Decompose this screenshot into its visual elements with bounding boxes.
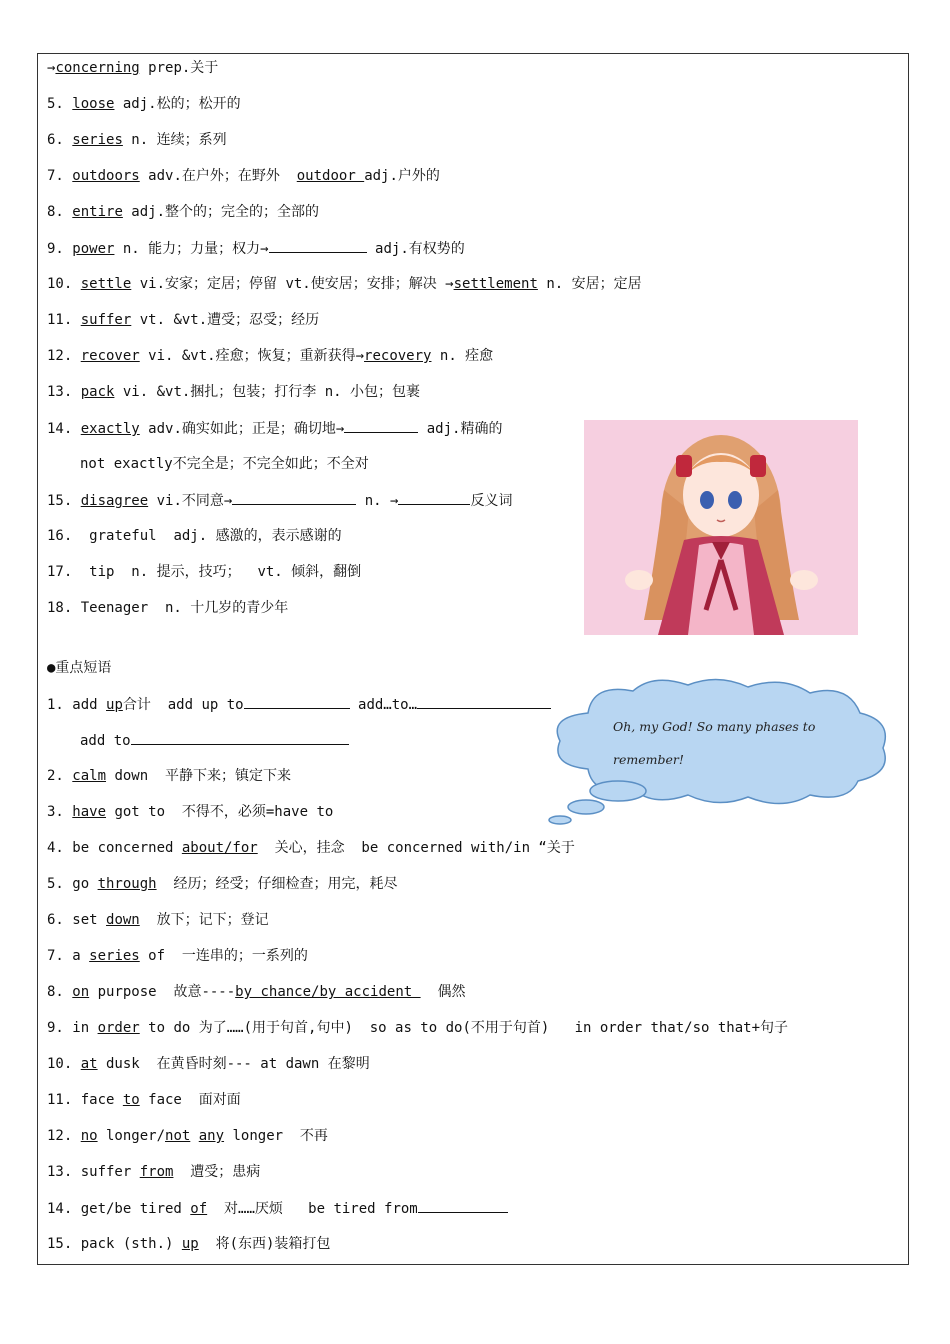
phrase-line-at-dusk: 10. at dusk 在黄昏时刻--- at dawn 在黎明 [47,1056,370,1072]
vocab-line-recover: 12. recover vi. &vt.痊愈；恢复；重新获得→recovery n. 痊愈 [47,348,494,364]
phrase-line-no-longer: 12. no longer/not any longer 不再 [47,1128,328,1144]
vocab-line-disagree: 15. disagree vi.不同意→ n. → 反义词 [47,490,512,511]
vocab-line-settle: 10. settle vi.安家；定居；停留 vt.使安居；安排；解决 →settlement n. 安居；定居 [47,276,642,292]
page-frame [37,53,909,1265]
phrases-heading: ●重点短语 [47,660,112,676]
phrase-line-go-through: 5. go through 经历；经受；仔细检查；用完，耗尽 [47,876,398,892]
fill-blank[interactable] [418,1198,508,1213]
fill-blank[interactable] [244,694,350,709]
phrase-line-add-up: 1. add up合计 add up to add…to… [47,694,551,715]
anime-girl-illustration [584,420,858,635]
fill-blank[interactable] [398,490,470,505]
thought-cloud-text: Oh, my God! So many phases to remember! [613,719,816,767]
vocab-line-not-exactly: not exactly不完全是；不完全如此；不全对 [80,456,369,472]
phrase-line-add-to: add to [80,730,349,751]
fill-blank[interactable] [417,694,551,709]
vocab-line-exactly: 14. exactly adv.确实如此；正是；确切地→ adj.精确的 [47,418,502,439]
phrase-line-tired-of: 14. get/be tired of 对……厌烦 be tired from [47,1198,508,1219]
fill-blank[interactable] [344,418,418,433]
phrase-line-be-concerned: 4. be concerned about/for 关心，挂念 be concerned with/in “关于 [47,840,575,856]
phrase-line-in-order-to: 9. in order to do 为了……(用于句首,句中) so as to do(不用于句首) in order that/so that+句子 [47,1020,789,1036]
vocab-line-teenager: 18. Teenager n. 十几岁的青少年 [47,600,289,616]
vocab-line-pack: 13. pack vi. &vt.捆扎；包装；打行李 n. 小包；包裹 [47,384,421,400]
vocab-line-loose: 5. loose adj.松的；松开的 [47,96,241,112]
vocab-line-grateful: 16. grateful adj. 感激的，表示感谢的 [47,528,342,544]
vocab-line-power: 9. power n. 能力；力量；权力→ adj.有权势的 [47,238,465,259]
phrase-line-have-got-to: 3. have got to 不得不，必须=have to [47,804,334,820]
vocab-line-tip: 17. tip n. 提示，技巧； vt. 倾斜，翻倒 [47,564,362,580]
phrase-line-a-series-of: 7. a series of 一连串的；一系列的 [47,948,308,964]
fill-blank[interactable] [269,238,367,253]
fill-blank[interactable] [232,490,356,505]
vocab-line-entire: 8. entire adj.整个的；完全的；全部的 [47,204,320,220]
phrase-line-face-to-face: 11. face to face 面对面 [47,1092,241,1108]
phrase-line-suffer-from: 13. suffer from 遭受；患病 [47,1164,261,1180]
vocab-line-concerning: →concerning prep.关于 [47,60,219,76]
phrase-line-set-down: 6. set down 放下；记下；登记 [47,912,269,928]
vocab-line-outdoors: 7. outdoors adv.在户外；在野外 outdoor adj.户外的 [47,168,440,184]
phrase-line-calm-down: 2. calm down 平静下来；镇定下来 [47,768,292,784]
vocab-line-suffer: 11. suffer vt. &vt.遭受；忍受；经历 [47,312,320,328]
fill-blank[interactable] [131,730,349,745]
phrase-line-on-purpose: 8. on purpose 故意----by chance/by accident 偶然 [47,984,466,1000]
vocab-line-series: 6. series n. 连续；系列 [47,132,227,148]
phrase-line-pack-up: 15. pack (sth.) up 将(东西)装箱打包 [47,1236,331,1252]
